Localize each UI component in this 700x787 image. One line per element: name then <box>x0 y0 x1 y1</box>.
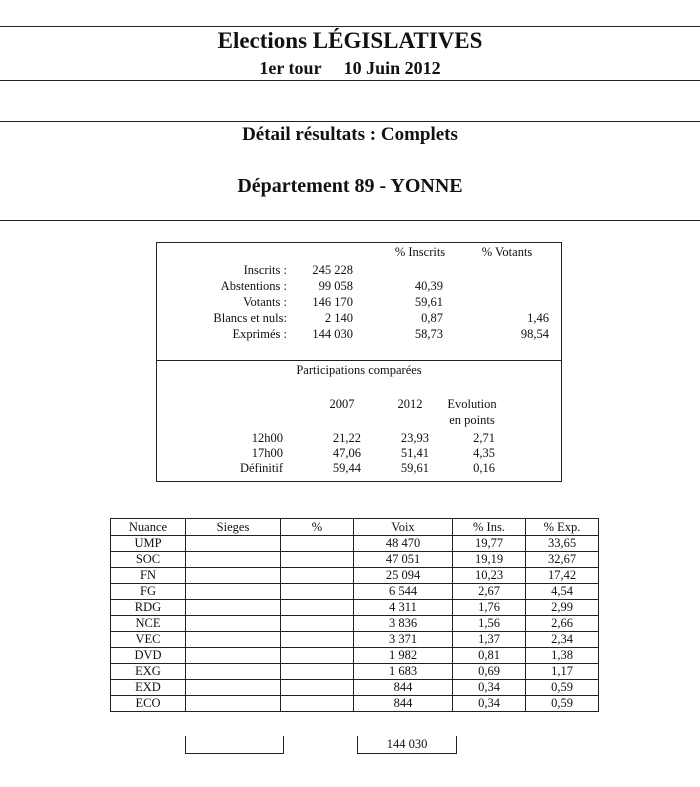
page-title: Elections LÉGISLATIVES <box>217 28 483 53</box>
pct-ins-cell: 2,67 <box>453 584 526 600</box>
pct-cell <box>281 552 354 568</box>
row-value: 146 170 <box>312 295 353 309</box>
pct-ins-cell: 19,77 <box>453 536 526 552</box>
row-value: 99 058 <box>318 279 353 293</box>
participation-evolution: 2,71 <box>473 431 495 445</box>
row-pct-inscrits: 59,61 <box>414 295 443 309</box>
table-row <box>111 632 599 648</box>
departement-heading: Département 89 - YONNE <box>237 175 463 197</box>
header-pct-inscrits: % Inscrits <box>394 245 446 259</box>
voix-cell: 4 311 <box>354 600 453 616</box>
sieges-cell <box>186 696 281 712</box>
voix-cell: 48 470 <box>354 536 453 552</box>
pct-cell <box>281 568 354 584</box>
summary-box <box>156 242 562 482</box>
sieges-cell <box>186 632 281 648</box>
nuance-cell: NCE <box>111 616 186 632</box>
table-row <box>111 552 599 568</box>
page-subtitle <box>0 58 700 79</box>
table-row <box>111 600 599 616</box>
row-value: 2 140 <box>324 311 353 325</box>
pct-ins-cell: 0,34 <box>453 680 526 696</box>
sieges-cell <box>186 552 281 568</box>
participation-2012: 23,93 <box>400 431 429 445</box>
table-row <box>111 536 599 552</box>
header-pct-votants: % Votants <box>481 245 533 259</box>
participation-label: 17h00 <box>251 446 283 460</box>
sieges-cell <box>186 648 281 664</box>
pct-cell <box>281 680 354 696</box>
pct-cell <box>281 696 354 712</box>
row-pct-votants: 1,46 <box>527 311 549 325</box>
rule-under-departement <box>0 220 700 221</box>
row-label: Abstentions : <box>220 279 287 293</box>
pct-cell <box>281 616 354 632</box>
election-date: 10 Juin 2012 <box>343 58 441 78</box>
participation-2012: 59,61 <box>400 461 429 475</box>
table-row <box>111 664 599 680</box>
row-pct-votants: 98,54 <box>520 327 549 341</box>
voix-cell: 1 683 <box>354 664 453 680</box>
summary-divider <box>157 360 561 361</box>
sieges-cell <box>186 584 281 600</box>
pct-ins-cell: 10,23 <box>453 568 526 584</box>
header-nuance: Nuance <box>111 519 186 536</box>
table-body <box>111 536 599 712</box>
nuance-cell: SOC <box>111 552 186 568</box>
sieges-cell <box>186 664 281 680</box>
pct-exp-cell: 0,59 <box>526 680 599 696</box>
rule-under-title <box>0 80 700 81</box>
pct-exp-cell: 2,99 <box>526 600 599 616</box>
participation-2007: 59,44 <box>332 461 361 475</box>
pct-cell <box>281 664 354 680</box>
sieges-cell <box>186 600 281 616</box>
pct-cell <box>281 536 354 552</box>
participation-label: 12h00 <box>251 431 283 445</box>
voix-cell: 844 <box>354 680 453 696</box>
pct-exp-cell: 32,67 <box>526 552 599 568</box>
pct-exp-cell: 1,38 <box>526 648 599 664</box>
pct-cell <box>281 584 354 600</box>
header-pct: % <box>281 519 354 536</box>
table-header-row <box>111 519 599 536</box>
pct-exp-cell: 4,54 <box>526 584 599 600</box>
row-label: Inscrits : <box>243 263 287 277</box>
nuance-cell: FG <box>111 584 186 600</box>
participation-evolution: 0,16 <box>473 461 495 475</box>
nuance-cell: VEC <box>111 632 186 648</box>
pct-ins-cell: 19,19 <box>453 552 526 568</box>
pct-ins-cell: 0,34 <box>453 696 526 712</box>
header-pct-exp: % Exp. <box>526 519 599 536</box>
table-row <box>111 696 599 712</box>
pct-exp-cell: 2,34 <box>526 632 599 648</box>
nuance-cell: EXD <box>111 680 186 696</box>
top-rule <box>0 26 700 27</box>
nuance-table <box>110 518 599 712</box>
row-label: Exprimés : <box>232 327 287 341</box>
participation-evolution: 4,35 <box>473 446 495 460</box>
row-pct-inscrits: 0,87 <box>421 311 443 325</box>
table-row <box>111 568 599 584</box>
participation-2012: 51,41 <box>400 446 429 460</box>
table-row <box>111 616 599 632</box>
participation-label: Définitif <box>239 461 283 475</box>
row-label: Blancs et nuls: <box>213 311 287 325</box>
voix-cell: 25 094 <box>354 568 453 584</box>
header-voix: Voix <box>354 519 453 536</box>
voix-cell: 844 <box>354 696 453 712</box>
row-value: 245 228 <box>312 263 353 277</box>
pct-ins-cell: 0,69 <box>453 664 526 680</box>
nuance-cell: ECO <box>111 696 186 712</box>
header-pct-ins: % Ins. <box>453 519 526 536</box>
rule-above-detail <box>0 121 700 122</box>
participation-col-2007: 2007 <box>329 397 355 411</box>
pct-cell <box>281 632 354 648</box>
pct-ins-cell: 0,81 <box>453 648 526 664</box>
participation-col-evolution-unit: en points <box>449 413 495 427</box>
pct-exp-cell: 33,65 <box>526 536 599 552</box>
sieges-cell <box>186 680 281 696</box>
total-voix-cell: 144 030 <box>357 736 457 754</box>
nuance-cell: EXG <box>111 664 186 680</box>
pct-ins-cell: 1,37 <box>453 632 526 648</box>
total-sieges-cell <box>185 736 284 754</box>
table-row <box>111 648 599 664</box>
detail-heading: Détail résultats : Complets <box>242 124 458 145</box>
pct-ins-cell: 1,76 <box>453 600 526 616</box>
pct-cell <box>281 600 354 616</box>
participation-col-2012: 2012 <box>397 397 423 411</box>
nuance-cell: UMP <box>111 536 186 552</box>
table-row <box>111 584 599 600</box>
nuance-cell: DVD <box>111 648 186 664</box>
pct-ins-cell: 1,56 <box>453 616 526 632</box>
table-row <box>111 680 599 696</box>
sieges-cell <box>186 568 281 584</box>
tour-label: 1er tour <box>259 58 322 78</box>
nuance-cell: RDG <box>111 600 186 616</box>
nuance-cell: FN <box>111 568 186 584</box>
pct-cell <box>281 648 354 664</box>
row-pct-inscrits: 40,39 <box>414 279 443 293</box>
voix-cell: 47 051 <box>354 552 453 568</box>
voix-cell: 3 836 <box>354 616 453 632</box>
voix-cell: 1 982 <box>354 648 453 664</box>
sieges-cell <box>186 616 281 632</box>
pct-exp-cell: 1,17 <box>526 664 599 680</box>
participation-col-evolution: Evolution <box>447 397 497 411</box>
pct-exp-cell: 2,66 <box>526 616 599 632</box>
header-sieges: Sieges <box>186 519 281 536</box>
row-pct-inscrits: 58,73 <box>414 327 443 341</box>
participation-2007: 21,22 <box>332 431 361 445</box>
participation-title: Participations comparées <box>296 363 422 377</box>
voix-cell: 6 544 <box>354 584 453 600</box>
participation-2007: 47,06 <box>332 446 361 460</box>
row-value: 144 030 <box>312 327 353 341</box>
pct-exp-cell: 17,42 <box>526 568 599 584</box>
voix-cell: 3 371 <box>354 632 453 648</box>
pct-exp-cell: 0,59 <box>526 696 599 712</box>
row-label: Votants : <box>243 295 287 309</box>
sieges-cell <box>186 536 281 552</box>
